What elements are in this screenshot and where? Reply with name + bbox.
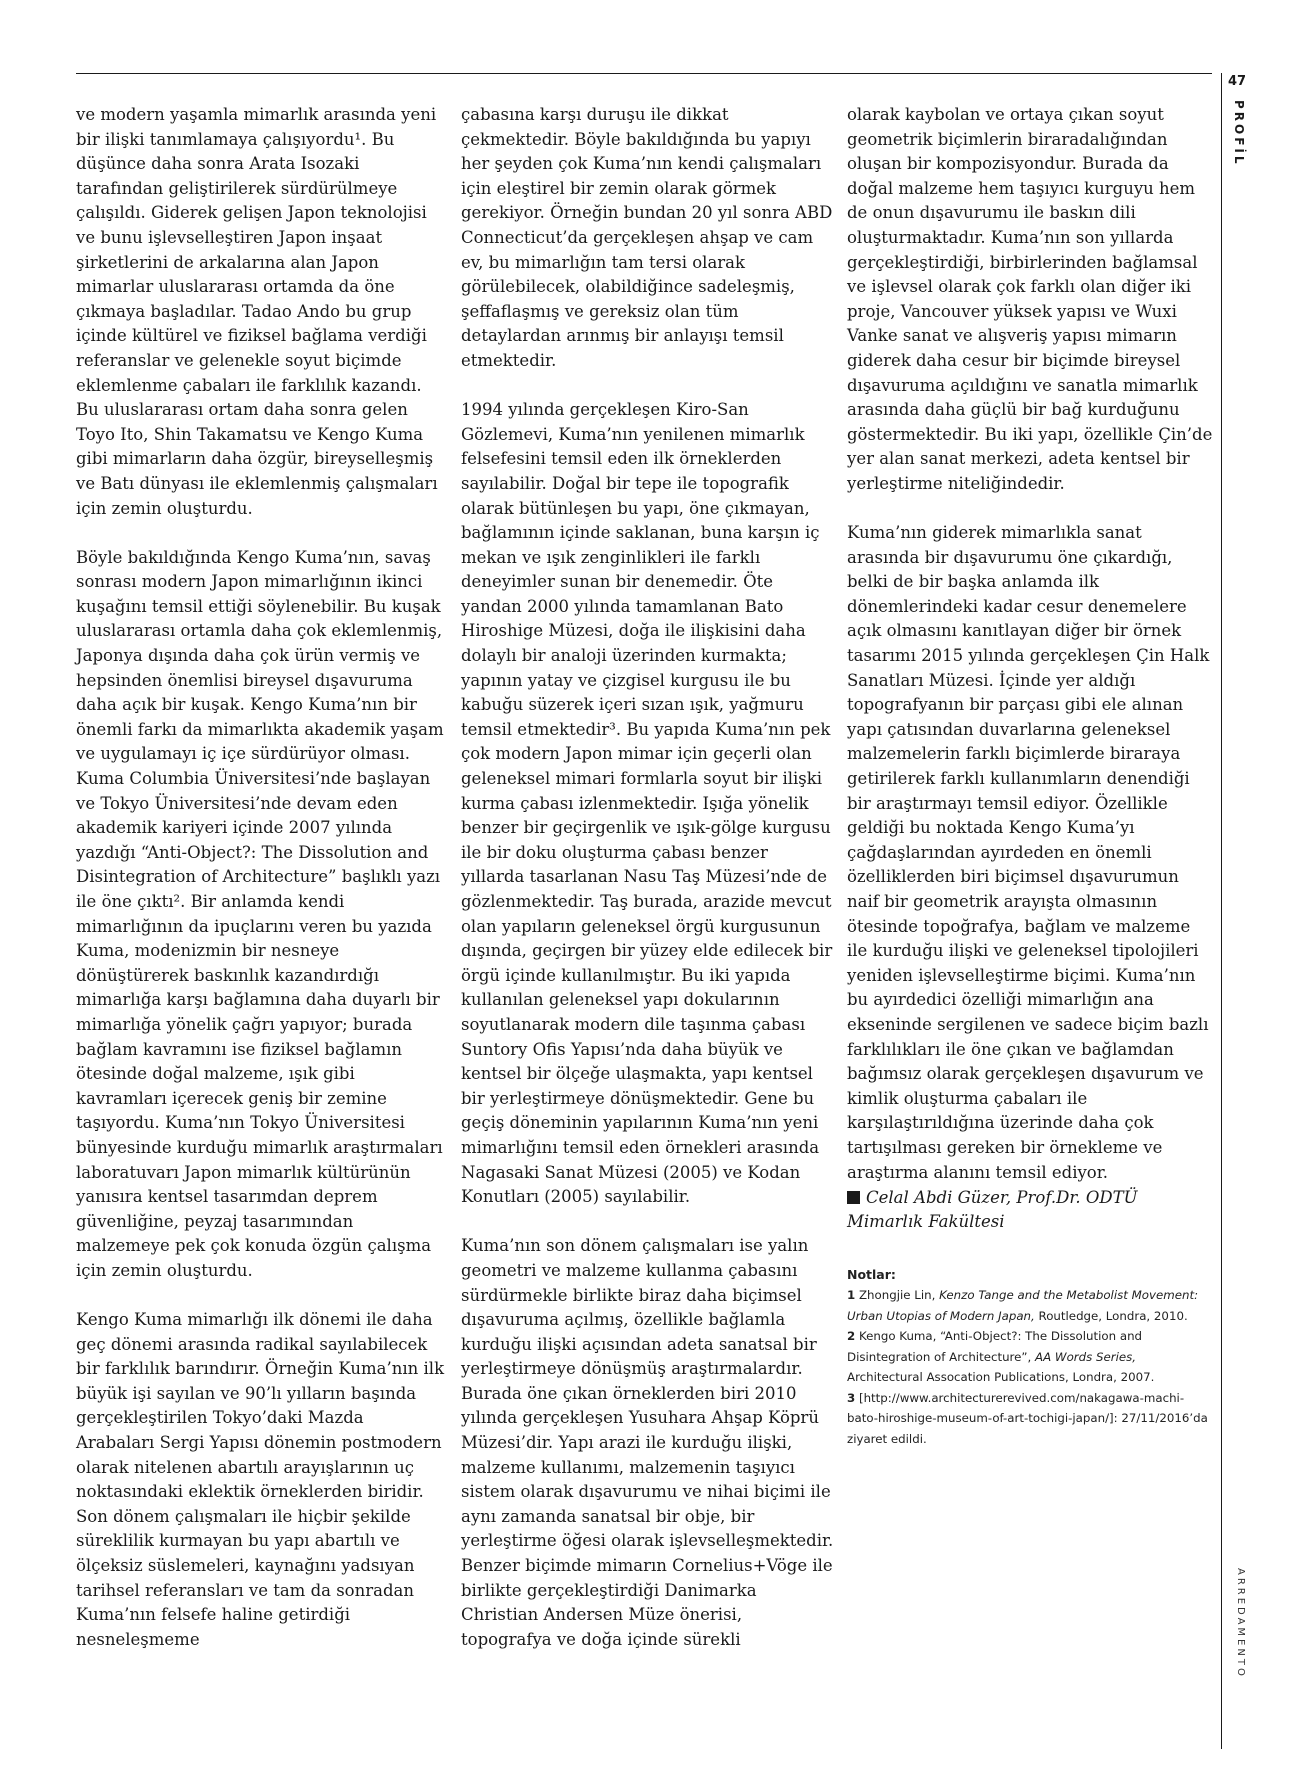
footnote-1: 1 Zhongjie Lin, Kenzo Tange and the Metabolist Movement: Urban Utopias of Modern Japan, Routledge, Londra, 2010.	[847, 1288, 1199, 1323]
margin-rule	[1221, 73, 1222, 1749]
paragraph: ve modern yaşamla mimarlık arasında yeni bir ilişki tanımlamaya çalışıyordu¹. Bu düşünce daha sonra Arata Isozaki tarafından geliştirilerek sürdürülmeye çalışıldı. Giderek gelişen Japon teknolojisi ve bunu işlevselleştiren Japon inşaat şirketlerini de arkalarına alan Japon mimarlar uluslararası ortamda da öne çıkmaya başladılar. Tadao Ando bu grup içinde kültürel ve fiziksel bağlama verdiği referanslar ve gelenekle soyut biçimde eklemlenme çabaları ile farklılık kazandı. Bu uluslararası ortam daha sonra gelen Toyo Ito, Shin Takamatsu ve Kengo Kuma gibi mimarların daha özgür, bireyselleşmiş ve Batı dünyası ile eklemlenmiş çalışmaları için zemin oluşturdu.	[76, 105, 438, 518]
text-column-1	[76, 103, 446, 1677]
footnote-2: 2 Kengo Kuma, “Anti-Object?: The Dissolution and Disintegration of Architecture”, AA Words Series, Architectural Assocation Publications, Londra, 2007.	[847, 1329, 1155, 1385]
section-label: PROFİL	[1232, 100, 1246, 167]
top-rule	[76, 73, 1212, 74]
author-signature	[847, 1186, 1213, 1235]
author-name: Celal Abdi Güzer, Prof.Dr. ODTÜ Mimarlık Fakültesi	[847, 1187, 1138, 1232]
paragraph: çabasına karşı duruşu ile dikkat çekmektedir. Böyle bakıldığında bu yapıyı her şeyden çok Kuma’nın kendi çalışmaları için eleştirel bir zemin olarak görmek gerekiyor. Örneğin bundan 20 yıl sonra ABD Connecticut’da gerçekleşen ahşap ve cam ev, bu mimarlığın tam tersi olarak görülebilecek, olabildiğince sadeleşmiş, şeffaflaşmış ve gereksiz olan tüm detaylardan arınmış bir anlayışı temsil etmektedir.	[461, 105, 833, 370]
text-column-3	[847, 103, 1213, 1449]
paragraph: Böyle bakıldığında Kengo Kuma’nın, savaş sonrası modern Japon mimarlığının ikinci kuşağını temsil ettiği söylenebilir. Bu kuşak uluslararası ortamla daha çok eklemlenmiş, Japonya dışında daha çok ürün vermiş ve hepsinden önemlisi bireysel dışavuruma daha açık bir kuşak. Kengo Kuma’nın bir önemli farkı da mimarlıkta akademik yaşam ve uygulamayı iç içe sürdürüyor olması. Kuma Columbia Üniversitesi’nde başlayan ve Tokyo Üniversitesi’nde devam eden akademik kariyeri içinde 2007 yılında yazdığı “Anti-Object?: The Dissolution and Disintegration of Architecture” başlıklı yazı ile öne çıktı². Bir anlamda kendi mimarlığının da ipuçlarını veren bu yazıda Kuma, modenizmin bir nesneye dönüştürerek baskınlık kazandırdığı mimarlığa karşı bağlamına daha duyarlı bir mimarlığa yönelik çağrı yapıyor; burada bağlam kavramını ise fiziksel bağlamın ötesinde doğal malzeme, ışık gibi kavramları içerecek geniş bir zemine taşıyordu. Kuma’nın Tokyo Üniversitesi bünyesinde kurduğu mimarlık araştırmaları laboratuvarı Japon mimarlık kültürünün yanısıra kentsel tasarımdan deprem güvenliğine, peyzaj tasarımından malzemeye pek çok konuda özgün çalışma için zemin oluşturdu.	[76, 547, 444, 1280]
magazine-name: ARREDAMENTO	[1235, 1568, 1246, 1679]
text-column-2	[461, 103, 835, 1677]
paragraph: Kuma’nın son dönem çalışmaları ise yalın geometri ve malzeme kullanma çabasını sürdürmekle birlikte biraz daha biçimsel dışavuruma açılmış, özellikle bağlamla kurduğu ilişki açısından adeta sanatsal bir yerleştirmeye dönüşmüş araştırmalardır. Burada öne çıkan örneklerden biri 2010 yılında gerçekleşen Yusuhara Ahşap Köprü Müzesi’dir. Yapı arazi ile kurduğu ilişki, malzeme kullanımı, malzemenin taşıyıcı sistem olarak dışavurumu ve nihai biçimi ile aynı zamanda sanatsal bir obje, bir yerleştirme öğesi olarak işlevselleşmektedir. Benzer biçimde mimarın Cornelius+Vöge ile birlikte gerçekleştirdiği Danimarka Christian Andersen Müze önerisi, topografya ve doğa içinde sürekli	[461, 1236, 834, 1649]
footnotes	[847, 1265, 1213, 1450]
paragraph: Kengo Kuma mimarlığı ilk dönemi ile daha geç dönemi arasında radikal sayılabilecek bir farklılık barındırır. Örneğin Kuma’nın ilk büyük işi sayılan ve 90’lı yılların başında gerçekleştirilen Tokyo’daki Mazda Arabaları Sergi Yapısı dönemin postmodern olarak nitelenen abartılı arayışlarının uç noktasındaki eklektik örneklerden biridir. Son dönem çalışmaları ile hiçbir şekilde süreklilik kurmayan bu yapı abartılı ve ölçeksiz süslemeleri, kaynağını yadsıyan tarihsel referansları ve tam da sonradan Kuma’nın felsefe haline getirdiği nesneleşmeme	[76, 1310, 445, 1649]
paragraph: Kuma’nın giderek mimarlıkla sanat arasında bir dışavurumu öne çıkardığı, belki de bir başka anlamda ilk dönemlerindeki kadar cesur denemelere açık olmasını kanıtlayan diğer bir örnek tasarımı 2015 yılında gerçekleşen Çin Halk Sanatları Müzesi. İçinde yer aldığı topografyanın bir parçası gibi ele alınan yapı çatısından duvarlarına geleneksel malzemelerin farklı biçimlerde biraraya getirilerek farklı kullanımların denendiği bir araştırmayı temsil ediyor. Özellikle geldiği bu noktada Kengo Kuma’yı çağdaşlarından ayırdeden en önemli özelliklerden biri biçimsel dışavurumun naif bir geometrik arayışta olmasının ötesinde topoğrafya, bağlam ve malzeme ile kurduğu ilişki ve geleneksel tipolojileri yeniden işlevselleştirme biçimi. Kuma’nın bu ayırdedici özelliği mimarlığın ana ekseninde sergilenen ve sadece biçim bazlı farklılıkları ile öne çıkan ve bağlamdan bağımsız olarak gerçekleşen dışavurum ve kimlik oluşturma çabaları ile karşılaştırıldığına üzerinde daha çok tartışılması gereken bir örnekleme ve araştırma alanını temsil ediyor.	[847, 523, 1210, 1182]
paragraph: 1994 yılında gerçekleşen Kiro-San Gözlemevi, Kuma’nın yenilenen mimarlık felsefesini temsil eden ilk örneklerden sayılabilir. Doğal bir tepe ile topografik olarak bütünleşen bu yapı, öne çıkmayan, bağlamının içinde saklanan, buna karşın iç mekan ve ışık zenginlikleri ile farklı deneyimler sunan bir denemedir. Öte yandan 2000 yılında tamamlanan Bato Hiroshige Müzesi, doğa ile ilişkisini daha dolaylı bir analoji üzerinden kurmakta; yapının yatay ve çizgisel kurgusu ile bu kabuğu süzerek içeri sızan ışık, yağmuru temsil etmektedir³. Bu yapıda Kuma’nın pek çok modern Japon mimar için geçerli olan geleneksel mimari formlarla soyut bir ilişki kurma çabası izlenmektedir. Işığa yönelik benzer bir geçirgenlik ve ışık-gölge kurgusu ile bir doku oluşturma çabası benzer yıllarda tasarlanan Nasu Taş Müzesi’nde de gözlenmektedir. Taş burada, arazide mevcut olan yapıların geleneksel örgü kurgusunun dışında, geçirgen bir yüzey elde edilecek bir örgü içinde kullanılmıştır. Bu iki yapıda kullanılan geleneksel yapı dokularının soyutlanarak modern dile taşınma çabası Suntory Ofis Yapısı’nda daha büyük ve kentsel bir ölçeğe ulaşmakta, yapı kentsel bir yerleştirmeye dönüşmektedir. Gene bu geçiş döneminin yapılarının Kuma’nın yeni mimarlığını temsil eden örnekleri arasında Nagasaki Sanat Müzesi (2005) ve Kodan Konutları (2005) sayılabilir.	[461, 400, 833, 1207]
page-number: 47	[1228, 74, 1247, 89]
notes-heading: Notlar:	[847, 1266, 896, 1282]
paragraph: olarak kaybolan ve ortaya çıkan soyut geometrik biçimlerin biraradalığından oluşan bir kompozisyondur. Burada da doğal malzeme hem taşıyıcı kurguyu hem de onun dışavurumu ile baskın dili oluşturmaktadır. Kuma’nın son yıllarda gerçekleştirdiği, birbirlerinden bağlamsal ve işlevsel olarak çok farklı olan diğer iki proje, Vancouver yüksek yapısı ve Wuxi Vanke sanat ve alışveriş yapısı mimarın giderek daha cesur bir biçimde bireysel dışavuruma açıldığını ve sanatla mimarlık arasında daha güçlü bir bağ kurduğunu göstermektedir. Bu iki yapı, özellikle Çin’de yer alan sanat merkezi, adeta kentsel bir yerleştirme niteliğindedir.	[847, 105, 1213, 493]
footnote-3: 3 [http://www.architecturerevived.com/nakagawa-machi-bato-hiroshige-museum-of-art-tochigi-japan/]: 27/11/2016’da ziyaret edildi.	[847, 1390, 1208, 1446]
square-bullet-icon	[847, 1191, 860, 1204]
